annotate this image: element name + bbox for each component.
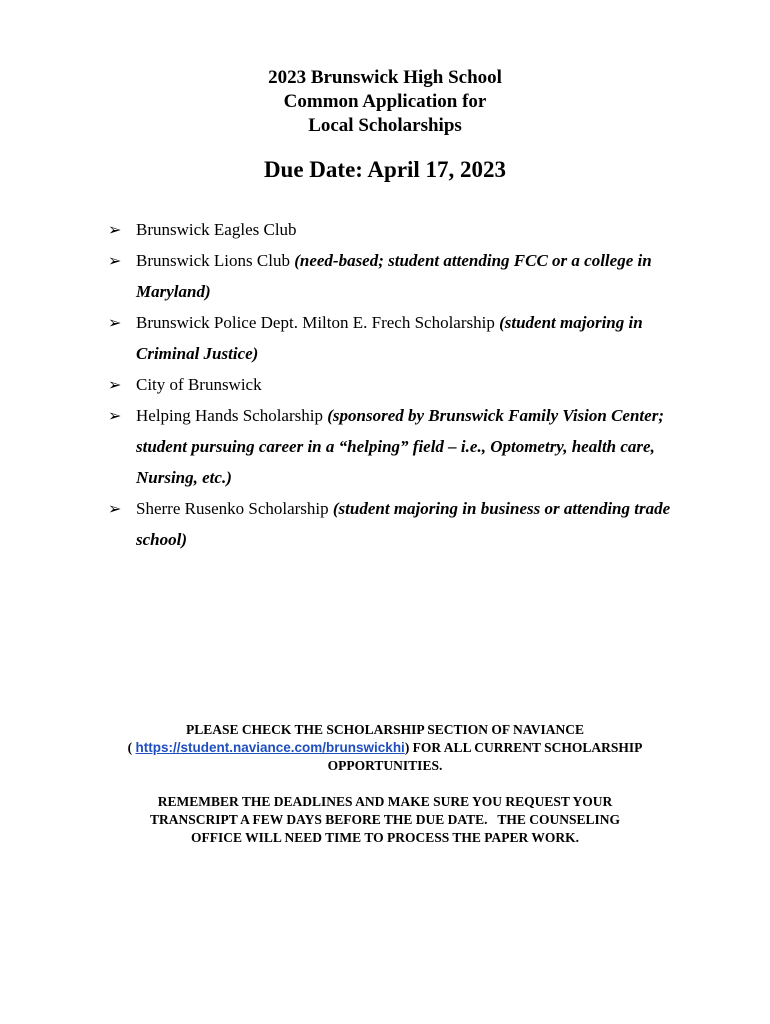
list-item [108, 369, 708, 400]
list-item [108, 245, 708, 307]
scholarship-name: Helping Hands Scholarship [136, 406, 328, 425]
arrowhead-bullet-icon: ➢ [108, 499, 122, 518]
title-line: 2023 Brunswick High School [268, 67, 502, 88]
notice-line [0, 739, 770, 757]
deadline-notice [0, 793, 770, 847]
arrowhead-bullet-icon: ➢ [108, 220, 122, 239]
scholarship-name: Brunswick Police Dept. Milton E. Frech Scholarship [136, 313, 500, 332]
notice-line: REMEMBER THE DEADLINES AND MAKE SURE YOU REQUEST YOUR [157, 794, 613, 809]
list-item [108, 307, 708, 369]
scholarship-note: (student majoring in Criminal Justice) [136, 313, 643, 363]
notice-line: OPPORTUNITIES. [327, 758, 443, 773]
scholarship-list [108, 214, 708, 555]
list-item [108, 214, 708, 245]
title-line: Local Scholarships [308, 115, 462, 136]
scholarship-note: (student majoring in business or attending trade school) [136, 499, 671, 549]
scholarship-name: Brunswick Eagles Club [136, 220, 297, 239]
arrowhead-bullet-icon: ➢ [108, 251, 122, 270]
due-date-heading: Due Date: April 17, 2023 [263, 157, 507, 182]
naviance-notice [0, 721, 770, 775]
title-line: Common Application for [283, 91, 487, 112]
list-item [108, 493, 708, 555]
notice-text: ( [127, 740, 136, 755]
arrowhead-bullet-icon: ➢ [108, 406, 122, 425]
list-item [108, 400, 708, 493]
notice-line: OFFICE WILL NEED TIME TO PROCESS THE PAPER WORK. [191, 830, 579, 845]
notice-text: ) FOR ALL CURRENT SCHOLARSHIP [404, 740, 643, 755]
scholarship-note: (need-based; student attending FCC or a college in Maryland) [136, 251, 652, 301]
scholarship-note: (sponsored by Brunswick Family Vision Center; student pursuing career in a “helping” field – i.e., Optometry, health care, Nursing, etc.) [136, 406, 664, 487]
arrowhead-bullet-icon: ➢ [108, 375, 122, 394]
arrowhead-bullet-icon: ➢ [108, 313, 122, 332]
scholarship-name: Sherre Rusenko Scholarship [136, 499, 333, 518]
scholarship-name: City of Brunswick [136, 375, 262, 394]
document-title [0, 66, 770, 138]
notice-line: TRANSCRIPT A FEW DAYS BEFORE THE DUE DATE. THE COUNSELING [149, 812, 621, 827]
scholarship-name: Brunswick Lions Club [136, 251, 295, 270]
naviance-link[interactable]: https://student.naviance.com/brunswickhi [135, 740, 405, 755]
notice-line: PLEASE CHECK THE SCHOLARSHIP SECTION OF NAVIANCE [185, 722, 585, 737]
